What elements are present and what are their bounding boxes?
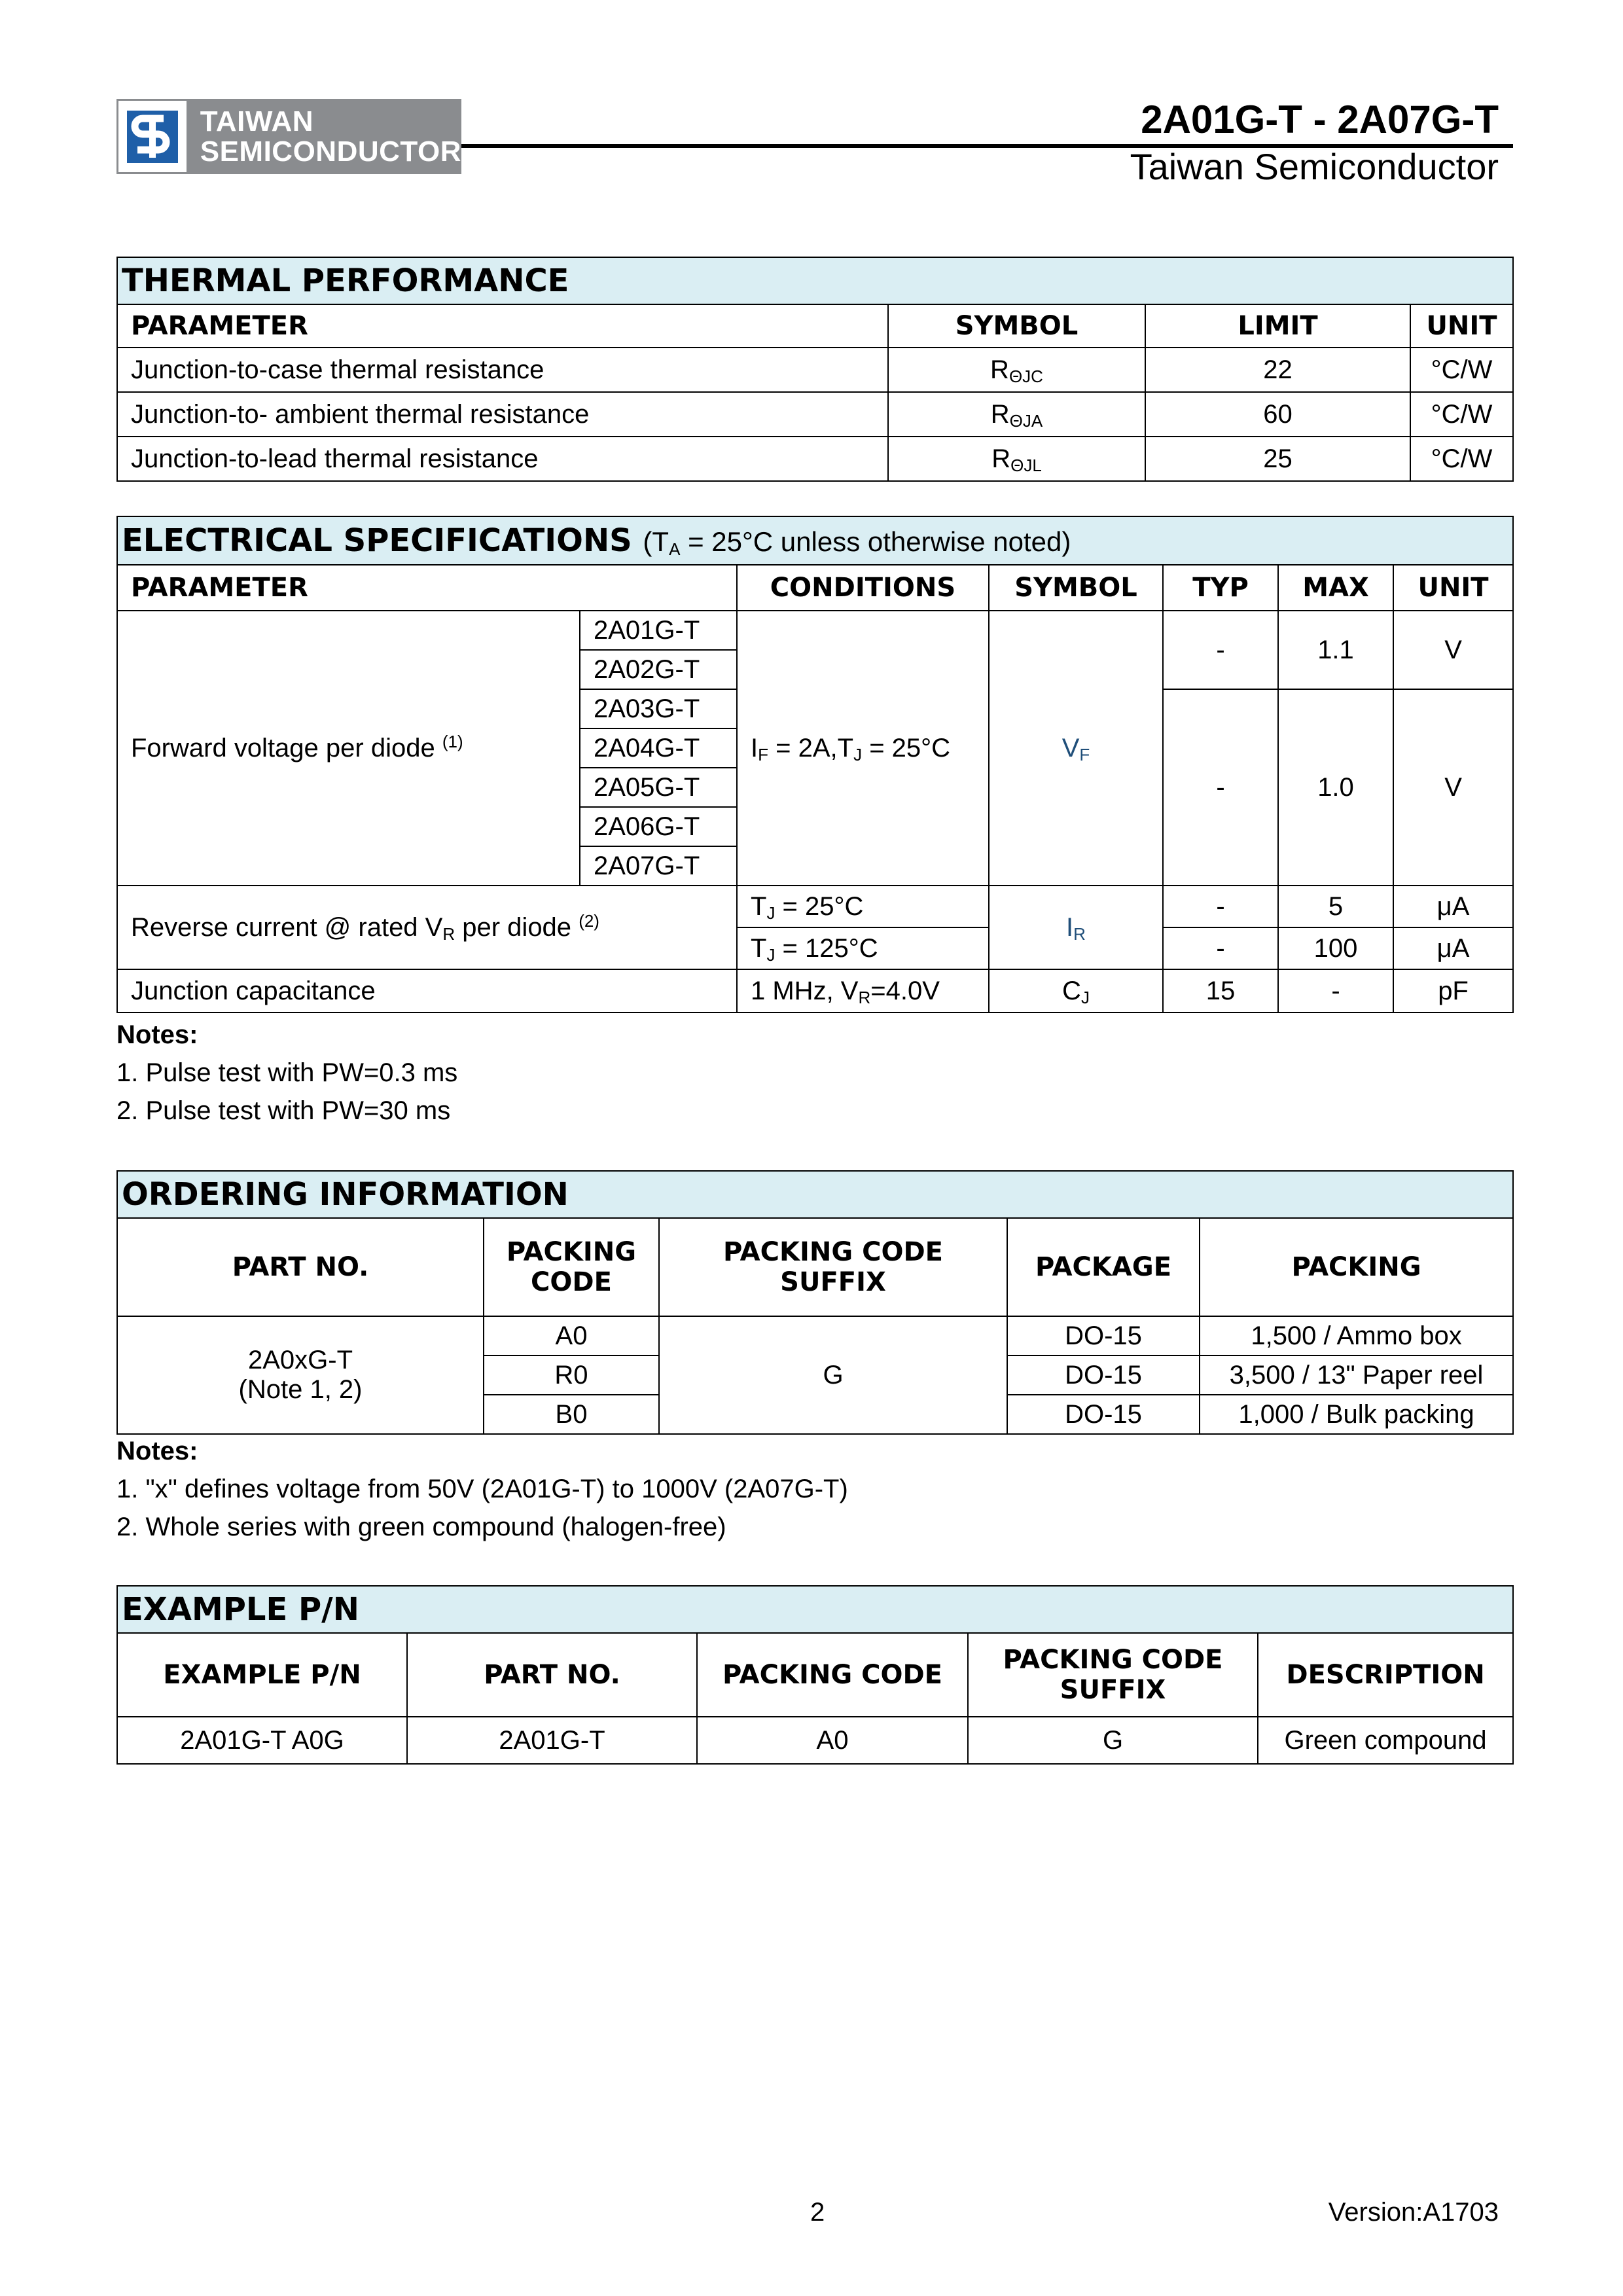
table-row xyxy=(117,392,1513,437)
symbol-main: R xyxy=(990,399,1010,429)
example-header-suffix xyxy=(968,1633,1258,1717)
cond-text: = 25°C xyxy=(775,891,864,921)
part-name: 2A0xG-T xyxy=(247,1346,353,1374)
thermal-symbol xyxy=(888,348,1145,392)
example-part: 2A01G-T xyxy=(407,1717,697,1764)
example-description: Green compound xyxy=(1258,1717,1513,1764)
thermal-symbol xyxy=(888,392,1145,437)
symbol-sub: ΘJL xyxy=(1010,455,1042,475)
header-line: PACKING CODE xyxy=(723,1237,943,1267)
rev-condition xyxy=(737,927,989,969)
rev-sub: R xyxy=(442,924,455,944)
symbol-sub: F xyxy=(1079,744,1090,764)
electrical-title: ELECTRICAL SPECIFICATIONS xyxy=(122,522,632,559)
cap-condition xyxy=(737,969,989,1013)
cond-pre: (T xyxy=(643,526,669,557)
elec-header-unit: UNIT xyxy=(1393,565,1513,611)
cap-symbol xyxy=(989,969,1163,1013)
table-row xyxy=(117,437,1513,481)
rev-text: per diode xyxy=(455,912,572,942)
fwd-typ: - xyxy=(1163,611,1278,689)
fwd-condition xyxy=(737,611,989,886)
fwd-note: (1) xyxy=(442,731,463,751)
elec-header-conditions: CONDITIONS xyxy=(737,565,989,611)
cap-param: Junction capacitance xyxy=(117,969,737,1013)
header-line: PACKING CODE xyxy=(1003,1645,1223,1675)
electrical-condition xyxy=(643,526,1071,557)
thermal-param: Junction-to- ambient thermal resistance xyxy=(117,392,888,437)
thermal-unit: °C/W xyxy=(1410,392,1513,437)
note-item: 2. Whole series with green compound (halogen-free) xyxy=(116,1513,726,1541)
thermal-header-unit: UNIT xyxy=(1410,304,1513,348)
cap-max: - xyxy=(1278,969,1393,1013)
order-suffix: G xyxy=(659,1316,1007,1434)
thermal-header-parameter: PARAMETER xyxy=(117,304,888,348)
table-row xyxy=(117,1316,1513,1355)
example-pn: 2A01G-T A0G xyxy=(117,1717,407,1764)
header-line: SUFFIX xyxy=(1060,1675,1166,1705)
notes-title: Notes: xyxy=(116,1020,198,1049)
ordering-title: ORDERING INFORMATION xyxy=(117,1171,1513,1218)
company-logo xyxy=(116,99,461,174)
cap-unit: pF xyxy=(1393,969,1513,1013)
part-cell: 2A06G-T xyxy=(580,807,737,846)
header-line: CODE xyxy=(531,1267,612,1297)
cond-text: I xyxy=(751,733,758,762)
example-header-part: PART NO. xyxy=(407,1633,697,1717)
cap-typ: 15 xyxy=(1163,969,1278,1013)
rev-param xyxy=(117,886,737,969)
thermal-param: Junction-to-lead thermal resistance xyxy=(117,437,888,481)
order-header-part: PART NO. xyxy=(117,1218,484,1316)
symbol-sub: ΘJA xyxy=(1009,410,1043,431)
header-line: SUFFIX xyxy=(780,1267,886,1297)
order-package: DO-15 xyxy=(1007,1316,1200,1355)
rev-unit: μA xyxy=(1393,927,1513,969)
fwd-symbol xyxy=(989,611,1163,886)
page-subtitle: Taiwan Semiconductor xyxy=(1130,146,1499,187)
electrical-table xyxy=(116,516,1514,1013)
thermal-title: THERMAL PERFORMANCE xyxy=(117,257,1513,304)
part-cell: 2A04G-T xyxy=(580,728,737,768)
rev-typ: - xyxy=(1163,927,1278,969)
symbol-sub: ΘJC xyxy=(1008,366,1043,386)
order-code: B0 xyxy=(484,1395,659,1434)
thermal-table xyxy=(116,257,1514,482)
fwd-max: 1.0 xyxy=(1278,689,1393,886)
cond-sub: R xyxy=(858,987,871,1007)
notes-title: Notes: xyxy=(116,1437,198,1465)
order-package: DO-15 xyxy=(1007,1355,1200,1395)
symbol-main: V xyxy=(1061,733,1080,762)
note-item: 1. "x" defines voltage from 50V (2A01G-T) to 1000V (2A07G-T) xyxy=(116,1475,848,1503)
rev-max: 5 xyxy=(1278,886,1393,927)
electrical-notes xyxy=(116,1016,457,1130)
elec-header-parameter: PARAMETER xyxy=(117,565,737,611)
example-suffix: G xyxy=(968,1717,1258,1764)
part-cell: 2A05G-T xyxy=(580,768,737,807)
example-title: EXAMPLE P/N xyxy=(117,1586,1513,1633)
symbol-sub: J xyxy=(1080,987,1090,1007)
cond-text: T xyxy=(751,933,767,963)
rev-note: (2) xyxy=(579,910,599,931)
fwd-param xyxy=(117,611,580,886)
note-item: 2. Pulse test with PW=30 ms xyxy=(116,1096,451,1125)
part-cell: 2A07G-T xyxy=(580,846,737,886)
cond-text: = 2A,T xyxy=(768,733,854,762)
logo-line-2: SEMICONDUCTOR xyxy=(200,135,461,168)
thermal-header-limit: LIMIT xyxy=(1145,304,1410,348)
rev-max: 100 xyxy=(1278,927,1393,969)
table-row xyxy=(117,348,1513,392)
page-number: 2 xyxy=(810,2198,825,2227)
rev-typ: - xyxy=(1163,886,1278,927)
elec-header-max: MAX xyxy=(1278,565,1393,611)
example-header-description: DESCRIPTION xyxy=(1258,1633,1513,1717)
part-cell: 2A02G-T xyxy=(580,650,737,689)
thermal-limit: 25 xyxy=(1145,437,1410,481)
elec-header-symbol: SYMBOL xyxy=(989,565,1163,611)
symbol-main: R xyxy=(990,355,1009,384)
order-header-packing: PACKING xyxy=(1200,1218,1513,1316)
ordering-table xyxy=(116,1170,1514,1435)
version-label: Version:A1703 xyxy=(1328,2198,1499,2227)
table-row xyxy=(117,969,1513,1013)
example-table xyxy=(116,1585,1514,1765)
header-line: PACKING xyxy=(506,1237,637,1267)
thermal-unit: °C/W xyxy=(1410,437,1513,481)
cond-sub: J xyxy=(766,903,776,923)
logo-line-1: TAIWAN xyxy=(200,105,313,137)
fwd-unit: V xyxy=(1393,689,1513,886)
thermal-symbol xyxy=(888,437,1145,481)
order-part xyxy=(117,1316,484,1434)
cond-text: T xyxy=(751,891,767,921)
cond-sub: A xyxy=(669,539,681,559)
thermal-unit: °C/W xyxy=(1410,348,1513,392)
order-packing: 1,500 / Ammo box xyxy=(1200,1316,1513,1355)
fwd-param-text: Forward voltage per diode xyxy=(131,733,435,762)
cond-text: = 125°C xyxy=(775,933,878,963)
rev-text: Reverse current @ rated V xyxy=(131,912,443,942)
table-row xyxy=(117,1717,1513,1764)
order-package: DO-15 xyxy=(1007,1395,1200,1434)
symbol-main: I xyxy=(1066,912,1074,942)
cond-text: = 25°C xyxy=(862,733,951,762)
order-header-package: PACKAGE xyxy=(1007,1218,1200,1316)
part-cell: 2A03G-T xyxy=(580,689,737,728)
table-row xyxy=(117,611,1513,650)
table-row xyxy=(117,886,1513,927)
fwd-unit: V xyxy=(1393,611,1513,689)
fwd-typ: - xyxy=(1163,689,1278,886)
thermal-header-symbol: SYMBOL xyxy=(888,304,1145,348)
cond-text: 1 MHz, V xyxy=(751,976,859,1005)
thermal-limit: 60 xyxy=(1145,392,1410,437)
ts-logo-icon xyxy=(116,99,188,174)
cond-sub: F xyxy=(758,744,769,764)
thermal-limit: 22 xyxy=(1145,348,1410,392)
rev-condition xyxy=(737,886,989,927)
order-header-packing-code xyxy=(484,1218,659,1316)
order-code: A0 xyxy=(484,1316,659,1355)
order-packing: 3,500 / 13" Paper reel xyxy=(1200,1355,1513,1395)
cond-sub: J xyxy=(853,744,863,764)
ordering-notes xyxy=(116,1432,848,1546)
example-header-code: PACKING CODE xyxy=(697,1633,968,1717)
elec-header-typ: TYP xyxy=(1163,565,1278,611)
symbol-main: C xyxy=(1062,976,1081,1005)
rev-unit: μA xyxy=(1393,886,1513,927)
fwd-max: 1.1 xyxy=(1278,611,1393,689)
order-header-suffix xyxy=(659,1218,1007,1316)
example-code: A0 xyxy=(697,1717,968,1764)
thermal-param: Junction-to-case thermal resistance xyxy=(117,348,888,392)
symbol-sub: R xyxy=(1073,924,1086,944)
order-code: R0 xyxy=(484,1355,659,1395)
cond-text: =4.0V xyxy=(870,976,940,1005)
electrical-title-cell xyxy=(117,516,1513,565)
page-title: 2A01G-T - 2A07G-T xyxy=(1141,98,1499,141)
rev-symbol xyxy=(989,886,1163,969)
cond-post: = 25°C unless otherwise noted) xyxy=(680,526,1071,557)
logo-text xyxy=(188,107,461,167)
part-cell: 2A01G-T xyxy=(580,611,737,650)
part-note: (Note 1, 2) xyxy=(238,1375,363,1404)
note-item: 1. Pulse test with PW=0.3 ms xyxy=(116,1058,458,1087)
cond-sub: J xyxy=(766,944,776,965)
order-packing: 1,000 / Bulk packing xyxy=(1200,1395,1513,1434)
symbol-main: R xyxy=(991,444,1011,473)
example-header-pn: EXAMPLE P/N xyxy=(117,1633,407,1717)
